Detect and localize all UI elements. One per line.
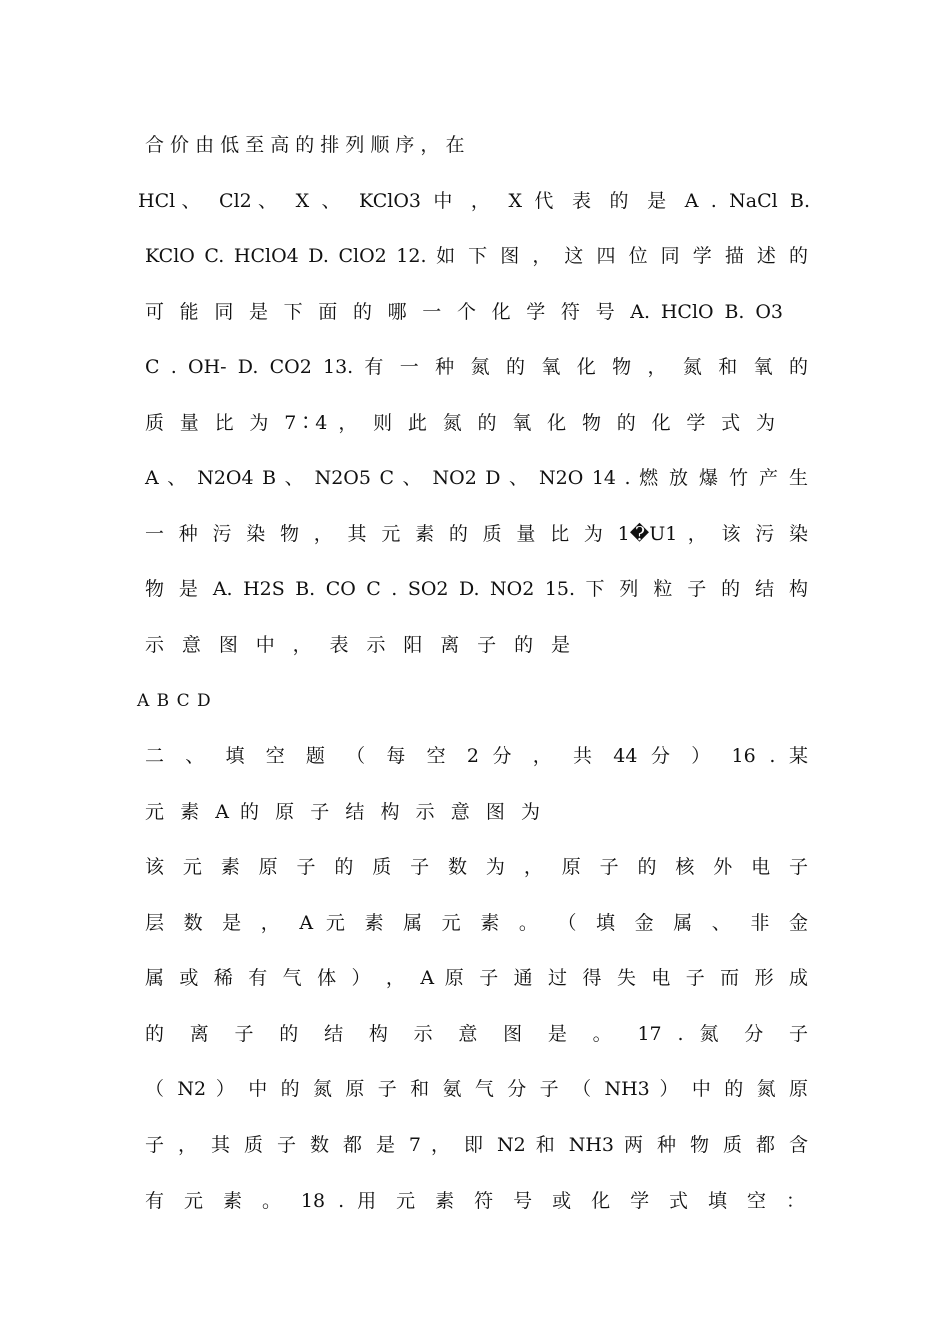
text-line-7: A 、 N2O4 B 、 N2O5 C 、 NO2 D 、 N2O 14 . 燃 放 爆 竹 产 生	[145, 467, 808, 489]
text-line-3: KClO C. HClO4 D. ClO2 12. 如 下 图 ， 这 四 位 同 学 描 述 的	[145, 245, 808, 267]
text-line-5: C . OH- D. CO2 13. 有 一 种 氮 的 氧 化 物 ， 氮 和 氧 的	[145, 356, 808, 378]
text-line-1: 合 价 由 低 至 高 的 排 列 顺 序 ， 在	[145, 134, 465, 156]
text-line-11: A B C D	[137, 691, 212, 711]
text-line-8: 一 种 污 染 物 ， 其 元 素 的 质 量 比 为 1�U1 ， 该 污 染	[145, 523, 808, 545]
text-line-19: 子 ， 其 质 子 数 都 是 7 ， 即 N2 和 NH3 两 种 物 质 都 含	[145, 1134, 808, 1156]
text-line-12: 二 、 填 空 题 （ 每 空 2 分 ， 共 44 分 ） 16 . 某	[145, 745, 808, 767]
text-line-20: 有 元 素 。 18 . 用 元 素 符 号 或 化 学 式 填 空 ：	[145, 1190, 805, 1212]
text-line-4: 可 能 同 是 下 面 的 哪 一 个 化 学 符 号 A. HClO B. O3	[145, 301, 783, 323]
text-line-14: 该 元 素 原 子 的 质 子 数 为 ， 原 子 的 核 外 电 子	[145, 856, 808, 878]
text-line-9: 物 是 A. H2S B. CO C . SO2 D. NO2 15. 下 列 粒 子 的 结 构	[145, 578, 808, 600]
text-line-16: 属 或 稀 有 气 体 ） ， A 原 子 通 过 得 失 电 子 而 形 成	[145, 967, 808, 989]
text-line-15: 层 数 是 ， A 元 素 属 元 素 。 （ 填 金 属 、 非 金	[145, 912, 808, 934]
text-line-10: 示 意 图 中 ， 表 示 阳 离 子 的 是	[145, 634, 570, 656]
text-line-6: 质 量 比 为 7∶4 ， 则 此 氮 的 氧 化 物 的 化 学 式 为	[145, 412, 775, 434]
text-line-13: 元 素 A 的 原 子 结 构 示 意 图 为	[145, 801, 540, 823]
text-line-18: （ N2 ） 中 的 氮 原 子 和 氨 气 分 子 （ NH3 ） 中 的 氮 原	[145, 1078, 808, 1100]
text-line-17: 的 离 子 的 结 构 示 意 图 是 。 17 . 氮 分 子	[145, 1023, 808, 1045]
text-line-2: HCl、 Cl2、 X 、 KClO3 中 ， X 代 表 的 是 A . NaCl B.	[138, 190, 810, 212]
